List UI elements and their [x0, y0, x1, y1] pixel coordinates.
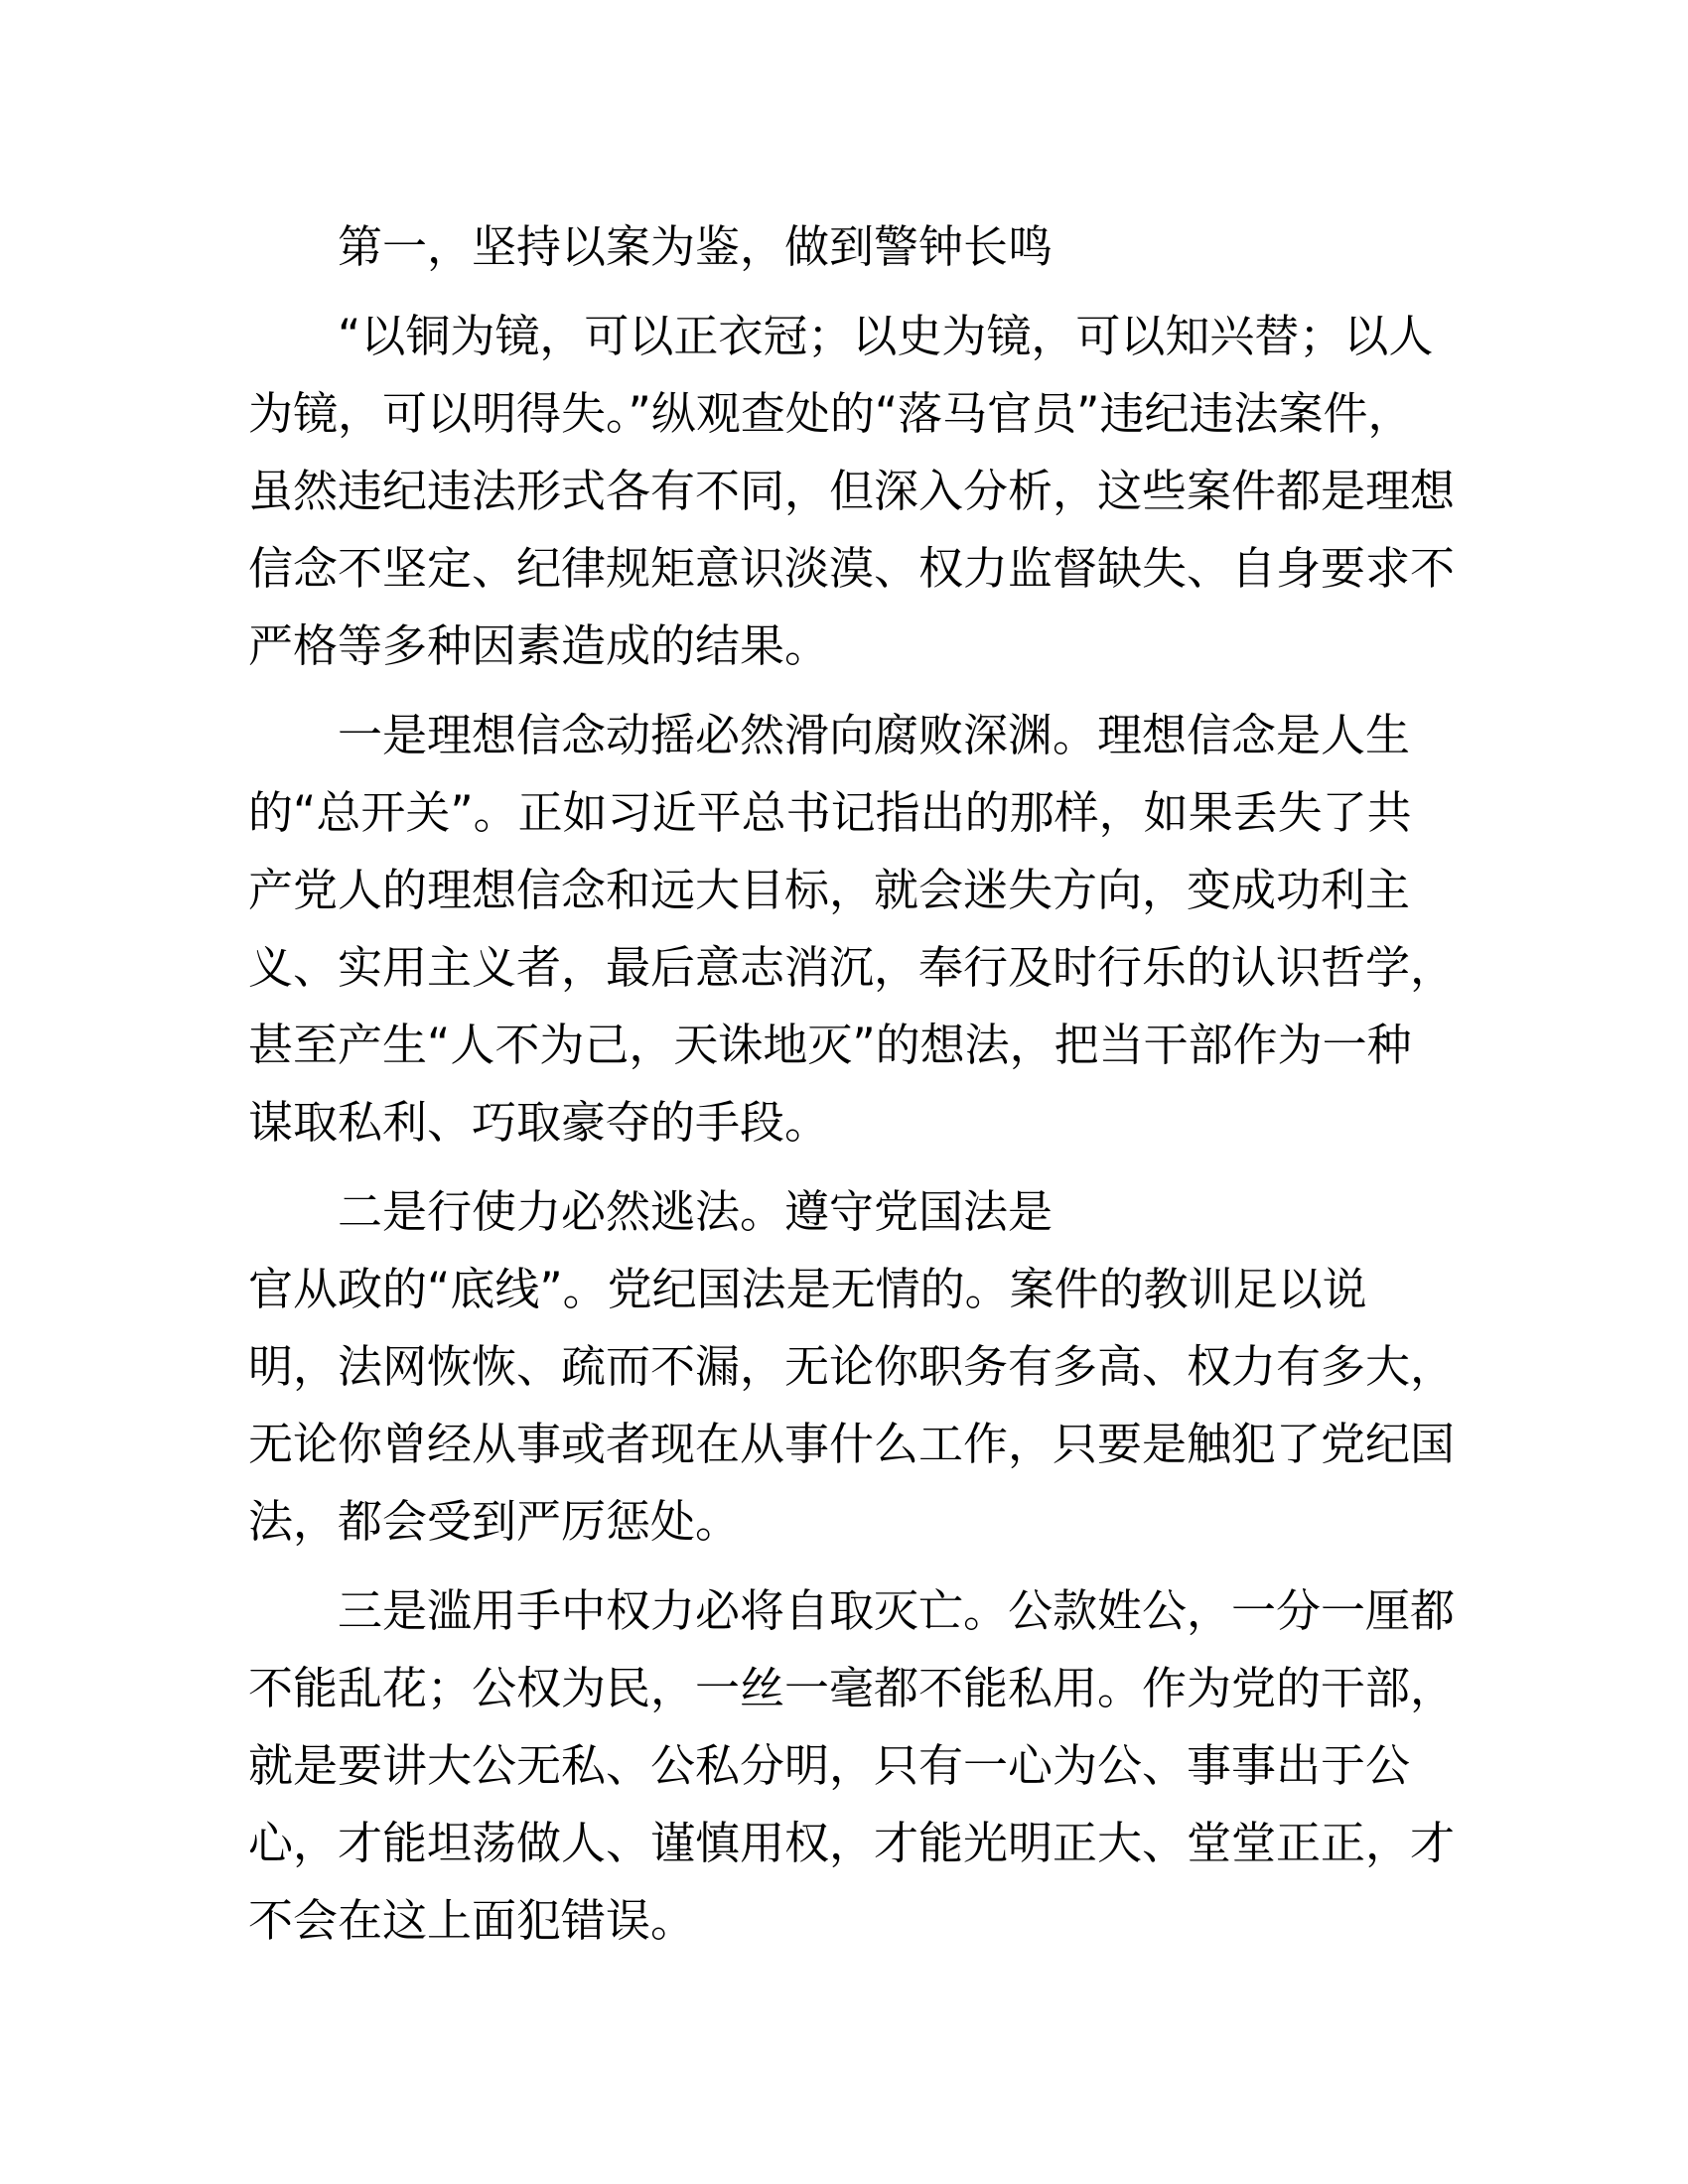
paragraph-line: 不能乱花；公权为民，一丝一毫都不能私用。作为党的干部，: [248, 1662, 1456, 1714]
paragraph-line: 二是行使力必然逃法。遵守党国法是: [338, 1185, 1054, 1238]
paragraph-line: 甚至产生“人不为己，天诛地灭”的想法，把当干部作为一种: [248, 1019, 1412, 1071]
paragraph-line: 严格等多种因素造成的结果。: [248, 619, 830, 672]
paragraph-point-two: [248, 1173, 1456, 1561]
paragraph-line: 法，都会受到严厉惩处。: [248, 1495, 741, 1548]
paragraph-line: 一是理想信念动摇必然滑向腐败深渊。理想信念是人生: [338, 709, 1411, 761]
paragraph-line: 不会在这上面犯错误。: [248, 1894, 696, 1947]
paragraph-line: 为镜，可以明得失。”纵观查处的“落马官员”违纪违法案件，: [248, 387, 1413, 440]
paragraph-line: 无论你曾经从事或者现在从事什么工作，只要是触犯了党纪国: [248, 1418, 1456, 1470]
paragraph-line: 官从政的“底线”。党纪国法是无情的。案件的教训足以说: [248, 1263, 1367, 1315]
document-body: [248, 208, 1456, 1972]
paragraph-line: 的“总开关”。正如习近平总书记指出的那样，如果丢失了共: [248, 786, 1412, 839]
paragraph-line: “以铜为镜，可以正衣冠；以史为镜，可以知兴替；以人: [338, 310, 1434, 362]
paragraph-line: 义、实用主义者，最后意志消沉，奉行及时行乐的认识哲学，: [248, 941, 1456, 994]
paragraph-line: 谋取私利、巧取豪夺的手段。: [248, 1096, 830, 1149]
paragraph-line: 心，才能坦荡做人、谨慎用权，才能光明正大、堂堂正正，才: [248, 1817, 1456, 1869]
paragraph-line: 信念不坚定、纪律规矩意识淡漠、权力监督缺失、自身要求不: [248, 542, 1456, 595]
paragraph-line: 明，法网恢恢、疏而不漏，无论你职务有多高、权力有多大，: [248, 1340, 1456, 1393]
paragraph-line: 三是滥用手中权力必将自取灭亡。公款姓公，一分一厘都: [338, 1584, 1456, 1637]
paragraph-line: 虽然违纪违法形式各有不同，但深入分析，这些案件都是理想: [248, 465, 1456, 517]
paragraph-line: 就是要讲大公无私、公私分明，只有一心为公、事事出于公: [248, 1739, 1411, 1792]
paragraph-point-three: [248, 1572, 1456, 1960]
paragraph-line: 产党人的理想信念和远大目标，就会迷失方向，变成功利主: [248, 864, 1411, 916]
paragraph-intro: [248, 298, 1456, 685]
section-heading: 第一，坚持以案为鉴，做到警钟长鸣: [338, 220, 1054, 273]
paragraph-point-one: [248, 697, 1456, 1161]
